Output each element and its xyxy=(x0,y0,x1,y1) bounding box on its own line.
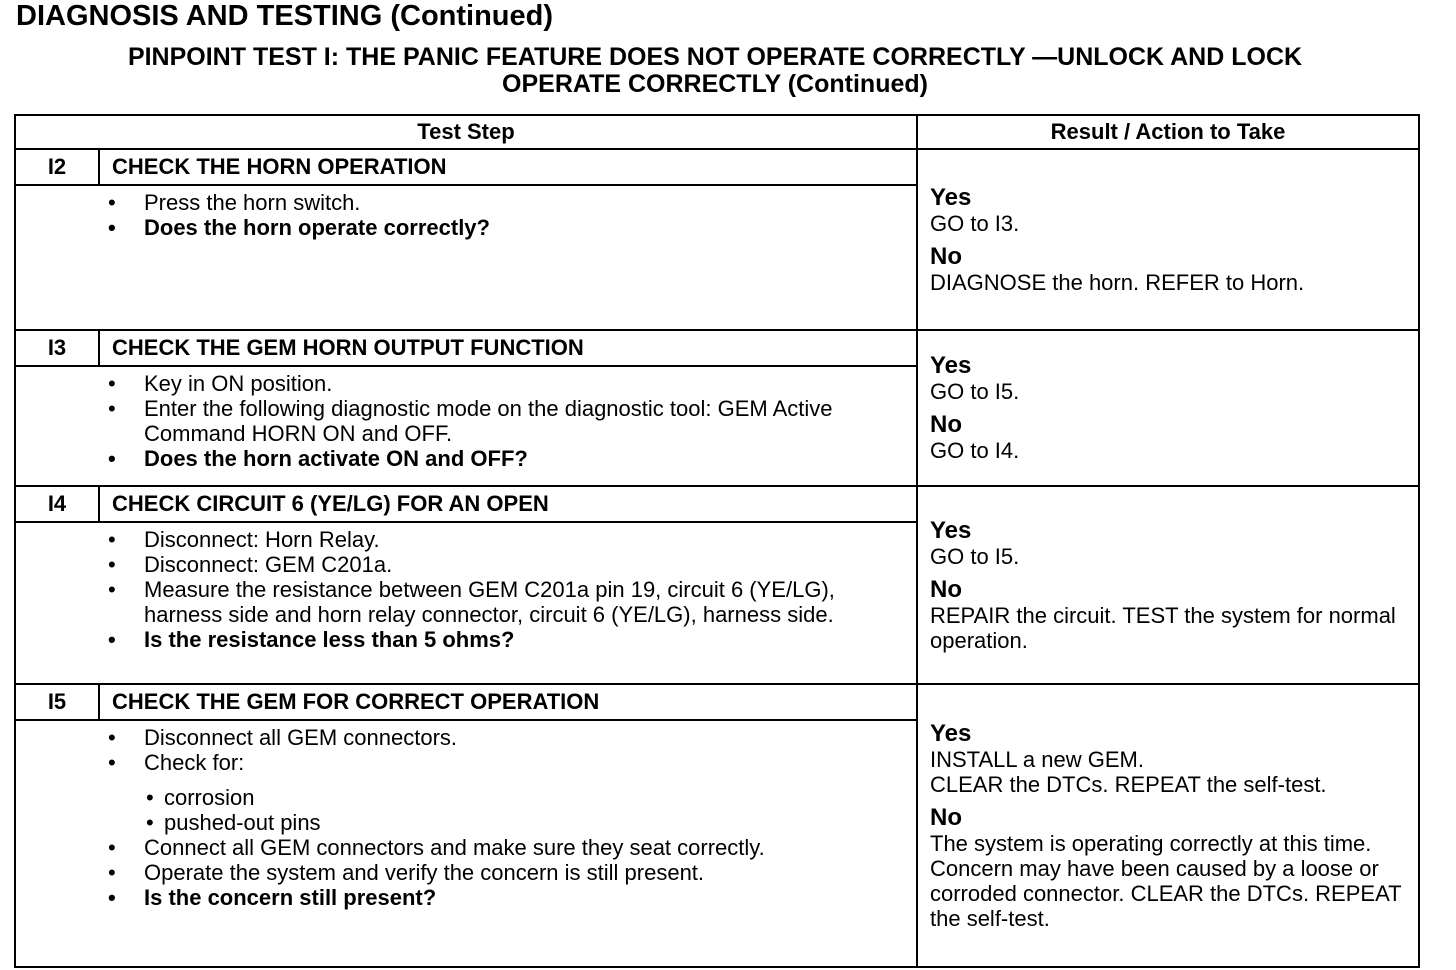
pinpoint-title-line-2: OPERATE CORRECTLY (Continued) xyxy=(502,70,928,98)
yes-label: Yes xyxy=(930,516,972,544)
yes-label: Yes xyxy=(930,719,972,747)
pinpoint-title-line-1: PINPOINT TEST I: THE PANIC FEATURE DOES NOT OPERATE CORRECTLY —UNLOCK AND LOCK xyxy=(127,43,1303,71)
page-heading: DIAGNOSIS AND TESTING (Continued) xyxy=(16,0,554,32)
yes-action: GO to I5. xyxy=(930,379,1020,404)
check-for-list xyxy=(108,785,906,835)
test-step-cell xyxy=(15,684,917,967)
test-row-i5 xyxy=(15,684,1419,967)
step-instruction: • Key in ON position. xyxy=(108,371,906,396)
step-header xyxy=(16,331,916,367)
step-instruction: • Enter the following diagnostic mode on the diagnostic tool: GEM Active Command HORN ON and OFF. xyxy=(108,396,906,446)
step-body xyxy=(16,367,916,485)
check-item: • corrosion xyxy=(144,785,906,810)
step-header xyxy=(16,685,916,721)
step-id: I2 xyxy=(16,150,100,184)
step-instruction: • Disconnect all GEM connectors. xyxy=(108,725,906,750)
table-header-row xyxy=(15,115,1419,149)
no-label: No xyxy=(930,803,962,831)
no-action: REPAIR the circuit. TEST the system for normal operation. xyxy=(930,602,1396,653)
test-row-i2 xyxy=(15,149,1419,330)
no-action: DIAGNOSE the horn. REFER to Horn. xyxy=(930,269,1305,295)
step-instruction: • Disconnect: Horn Relay. xyxy=(108,527,906,552)
yes-label: Yes xyxy=(930,183,972,211)
yes-action: CLEAR the DTCs. REPEAT the self-test. xyxy=(930,771,1327,797)
step-title: CHECK CIRCUIT 6 (YE/LG) FOR AN OPEN xyxy=(112,491,549,516)
step-instruction: • Connect all GEM connectors and make sure they seat correctly. xyxy=(108,835,906,860)
test-step-cell xyxy=(15,486,917,684)
test-row-i3 xyxy=(15,330,1419,486)
result-cell xyxy=(917,149,1419,330)
step-instruction: • Press the horn switch. xyxy=(108,190,906,215)
pinpoint-test-table xyxy=(14,114,1420,968)
step-id: I3 xyxy=(16,331,100,365)
pinpoint-test-title xyxy=(20,44,1410,98)
step-body xyxy=(16,523,916,683)
yes-action: INSTALL a new GEM. xyxy=(930,746,1144,772)
step-id: I4 xyxy=(16,487,100,521)
no-label: No xyxy=(930,575,962,603)
step-header xyxy=(16,487,916,523)
test-step-cell xyxy=(15,330,917,486)
step-body xyxy=(16,721,916,966)
step-title: CHECK THE GEM HORN OUTPUT FUNCTION xyxy=(112,335,584,360)
step-question: • Is the concern still present? xyxy=(108,885,906,910)
no-action: The system is operating correctly at this time. Concern may have been caused by a loose or corroded connector. CLEAR the DTCs. REPEAT the self-test. xyxy=(930,830,1402,931)
test-step-cell xyxy=(15,149,917,330)
no-label: No xyxy=(930,242,962,270)
result-cell xyxy=(917,486,1419,684)
step-id: I5 xyxy=(16,685,100,719)
no-label: No xyxy=(930,411,962,438)
step-instruction: • Operate the system and verify the concern is still present. xyxy=(108,860,906,885)
step-title: CHECK THE GEM FOR CORRECT OPERATION xyxy=(112,689,600,714)
check-item: • pushed-out pins xyxy=(144,810,906,835)
step-body xyxy=(16,186,916,329)
yes-label: Yes xyxy=(930,352,972,379)
test-row-i4 xyxy=(15,486,1419,684)
step-instruction: • Measure the resistance between GEM C201a pin 19, circuit 6 (YE/LG), harness side and horn relay connector, circuit 6 (YE/LG), harness side. xyxy=(108,577,906,627)
step-title: CHECK THE HORN OPERATION xyxy=(112,154,447,179)
step-question: • Does the horn activate ON and OFF? xyxy=(108,446,906,471)
yes-action: GO to I5. xyxy=(930,543,1020,569)
step-question: • Does the horn operate correctly? xyxy=(108,215,906,240)
column-header-test-step: Test Step xyxy=(15,115,917,149)
step-question: • Is the resistance less than 5 ohms? xyxy=(108,627,906,652)
result-cell xyxy=(917,330,1419,486)
column-header-result-action: Result / Action to Take xyxy=(917,115,1419,149)
step-instruction: • Disconnect: GEM C201a. xyxy=(108,552,906,577)
no-action: GO to I4. xyxy=(930,438,1020,463)
result-cell xyxy=(917,684,1419,967)
step-header xyxy=(16,150,916,186)
step-instruction: • Check for: xyxy=(108,750,906,775)
yes-action: GO to I3. xyxy=(930,210,1020,236)
